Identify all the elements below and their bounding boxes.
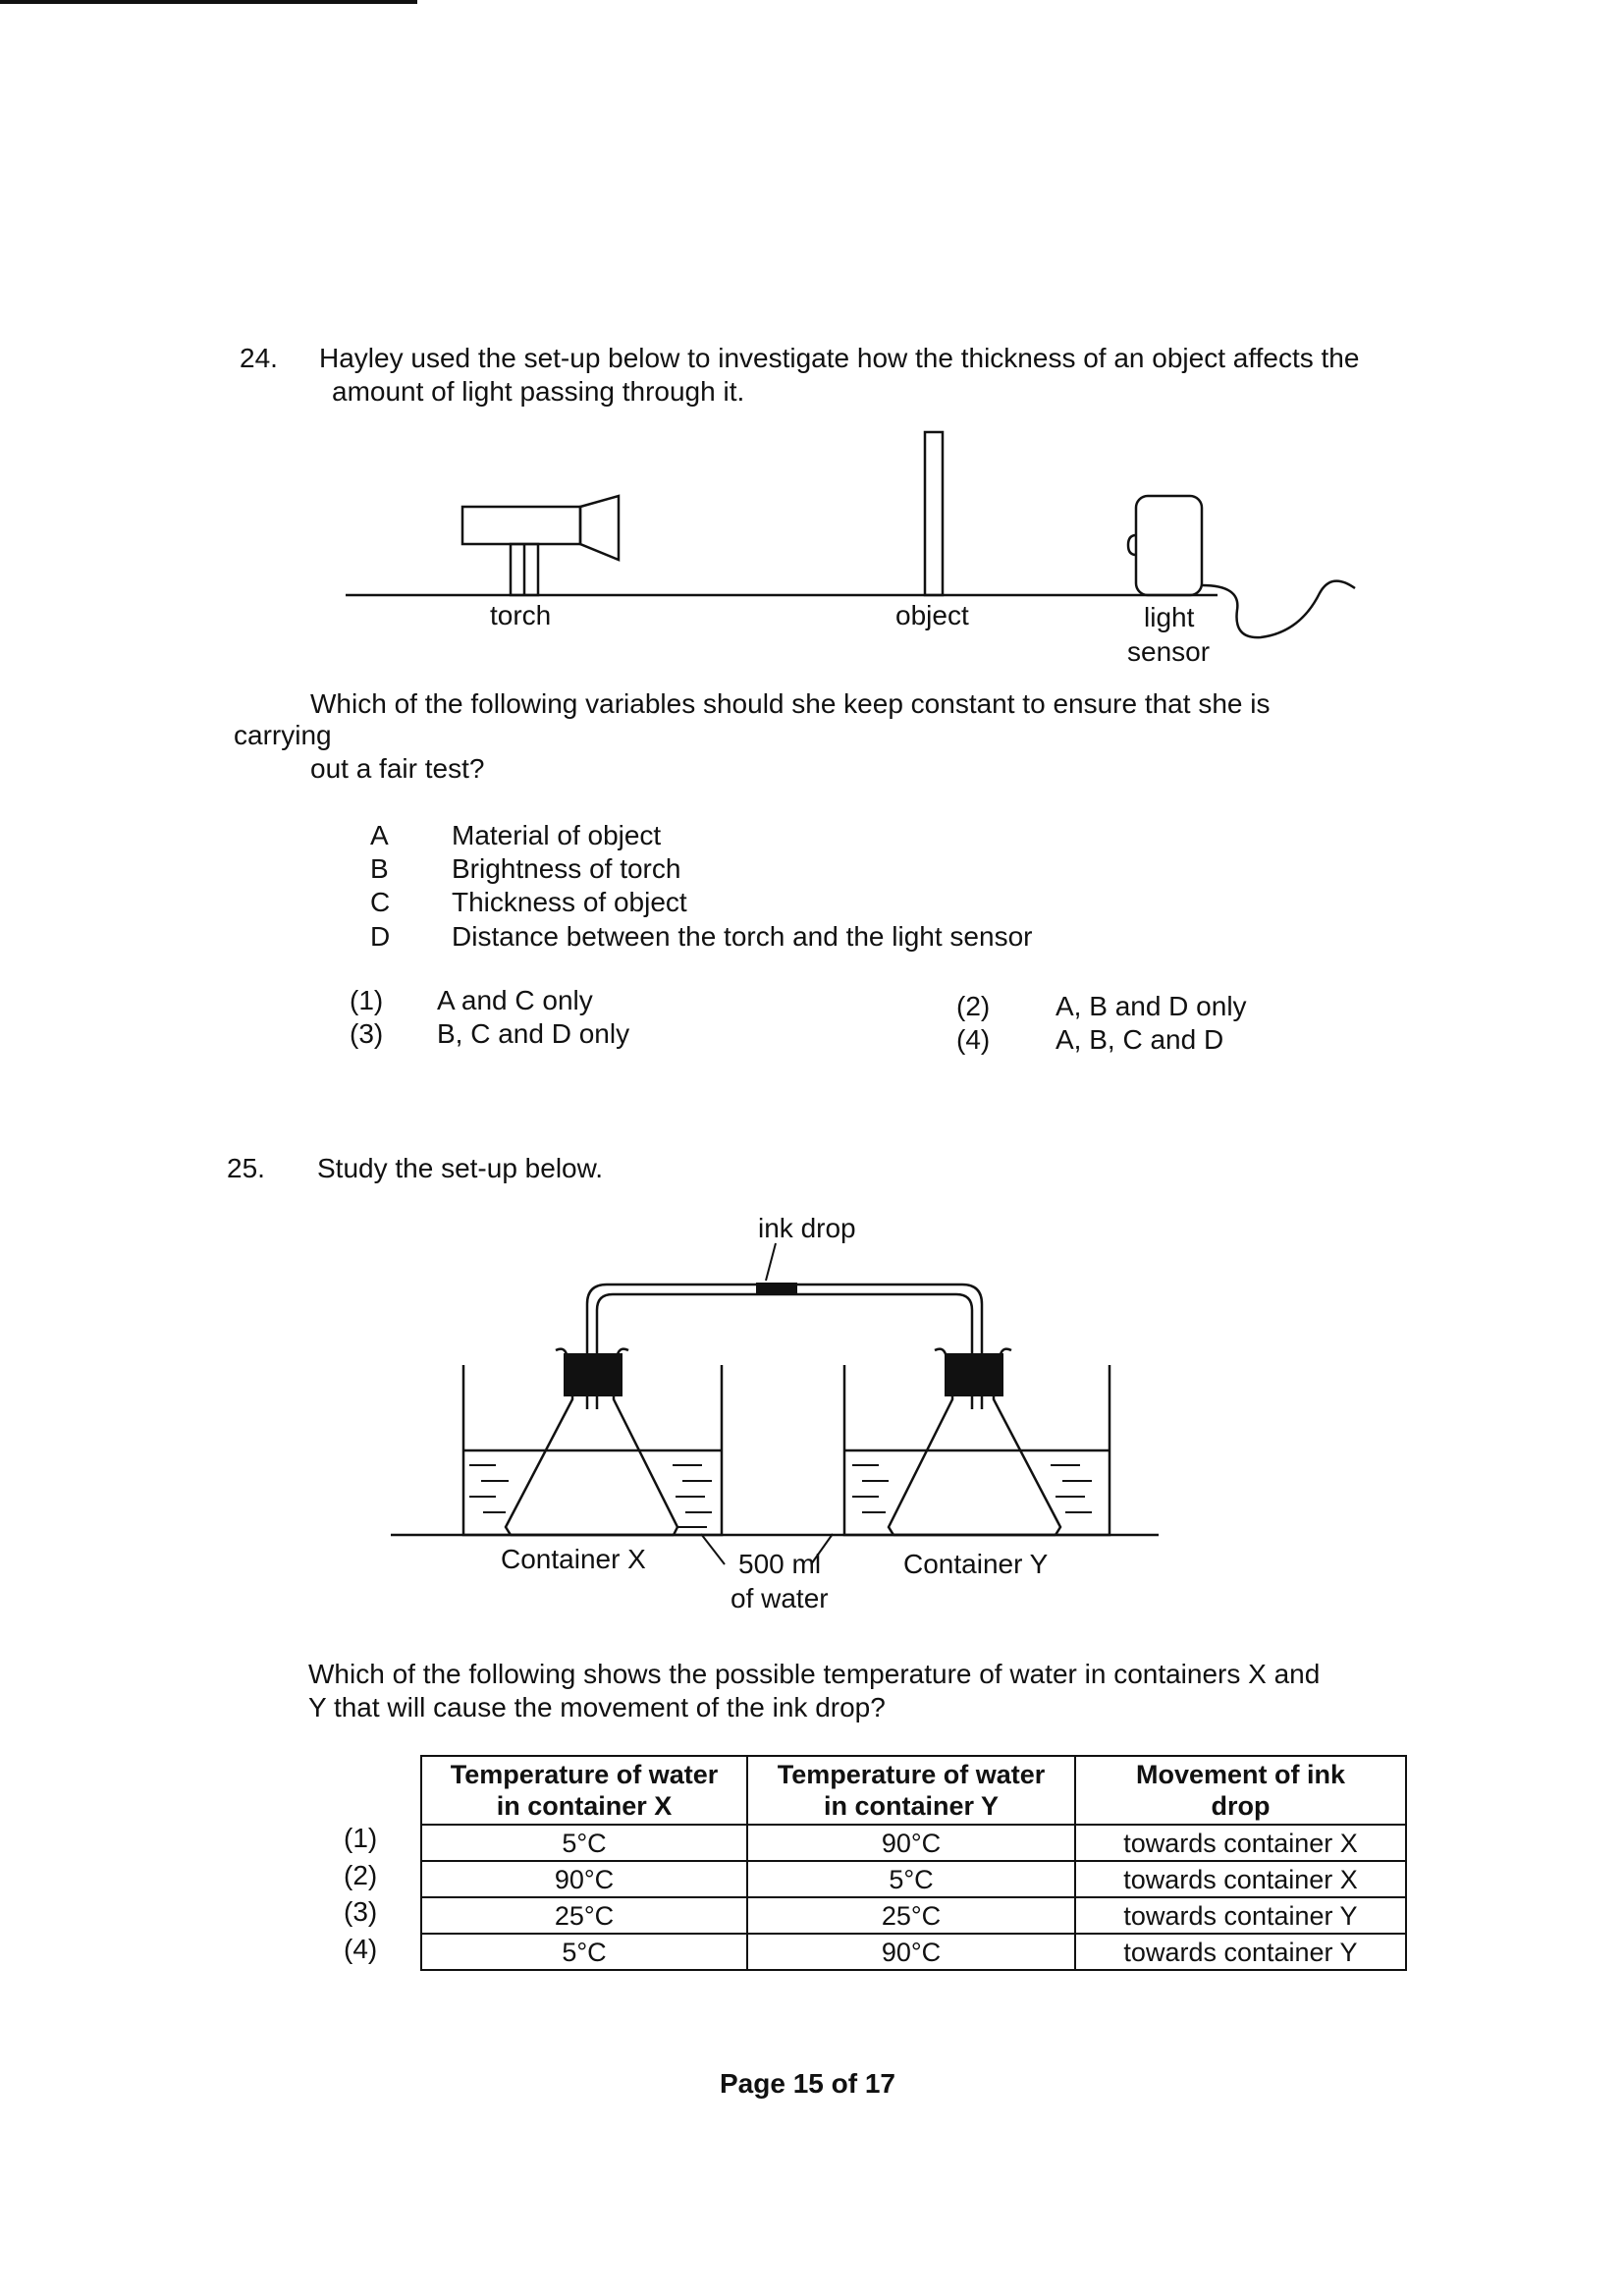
q25-option-3-num[interactable]: (3) — [344, 1896, 378, 1927]
header-temp-x: Temperature of water in container X — [421, 1756, 747, 1825]
water-label-line2: of water — [731, 1583, 829, 1613]
container-x-water-dashes — [469, 1465, 712, 1527]
q24-option-3-text[interactable]: B, C and D only — [437, 1018, 630, 1049]
q24-question-line3: out a fair test? — [310, 753, 485, 784]
q25-question-line1: Which of the following shows the possible temperature of water in containers X and — [308, 1659, 1321, 1689]
object-slab-icon — [925, 432, 943, 595]
flask-y-stopper-icon — [945, 1353, 1003, 1396]
statement-a-text: Material of object — [452, 820, 662, 850]
q25-option-4-num[interactable]: (4) — [344, 1934, 378, 1964]
q24-option-2-num[interactable]: (2) — [956, 991, 991, 1021]
q24-option-4-num[interactable]: (4) — [956, 1024, 991, 1055]
torch-label: torch — [490, 600, 552, 630]
q24-option-3-num[interactable]: (3) — [350, 1018, 384, 1049]
torch-icon — [462, 496, 619, 595]
q24-option-4-text[interactable]: A, B, C and D — [1056, 1024, 1224, 1055]
q25-number: 25. — [227, 1153, 265, 1183]
statement-b-text: Brightness of torch — [452, 853, 681, 884]
table-row[interactable] — [421, 1825, 1406, 1861]
cell-temp-x: 25°C — [421, 1897, 747, 1934]
cell-movement: towards container Y — [1075, 1897, 1406, 1934]
water-x-pointer — [701, 1534, 725, 1564]
water-label-line1: 500 ml — [738, 1549, 822, 1579]
ink-drop-label: ink drop — [758, 1213, 856, 1243]
ink-drop-icon — [756, 1283, 797, 1293]
header-movement: Movement of ink drop — [1075, 1756, 1406, 1825]
statement-c-text: Thickness of object — [452, 887, 687, 917]
sensor-label-line1: light — [1144, 602, 1195, 632]
q24-stem-line2: amount of light passing through it. — [332, 376, 745, 407]
cell-movement: towards container X — [1075, 1825, 1406, 1861]
q25-stem: Study the set-up below. — [317, 1153, 604, 1183]
statement-d-text: Distance between the torch and the light sensor — [452, 921, 1033, 952]
container-y-label: Container Y — [903, 1549, 1049, 1579]
statement-b-letter: B — [370, 853, 389, 884]
container-x-label: Container X — [501, 1544, 646, 1574]
cell-temp-y: 25°C — [747, 1897, 1075, 1934]
q25-ink-drop-setup-diagram — [0, 1178, 1624, 1630]
header-temp-y: Temperature of water in container Y — [747, 1756, 1075, 1825]
q24-light-setup-diagram — [0, 0, 1624, 687]
cell-temp-y: 90°C — [747, 1825, 1075, 1861]
statement-c-letter: C — [370, 887, 391, 917]
q24-option-2-text[interactable]: A, B and D only — [1056, 991, 1247, 1021]
container-y-water-dashes — [852, 1465, 1092, 1512]
q24-question-line2: carrying — [234, 720, 332, 750]
q24-question-line1: Which of the following variables should she keep constant to ensure that she is — [310, 688, 1271, 719]
table-row[interactable] — [421, 1934, 1406, 1970]
statement-a-letter: A — [370, 820, 389, 850]
sensor-label-line2: sensor — [1127, 636, 1211, 667]
cell-temp-x: 90°C — [421, 1861, 747, 1897]
table-row[interactable] — [421, 1897, 1406, 1934]
cell-temp-x: 5°C — [421, 1934, 747, 1970]
flask-x-stopper-icon — [564, 1353, 623, 1396]
page-number: Page 15 of 17 — [720, 2068, 895, 2099]
glass-tube-icon — [587, 1285, 982, 1409]
cell-movement: towards container Y — [1075, 1934, 1406, 1970]
q25-option-1-num[interactable]: (1) — [344, 1823, 378, 1853]
cell-temp-y: 90°C — [747, 1934, 1075, 1970]
cell-temp-x: 5°C — [421, 1825, 747, 1861]
q24-stem-line1: Hayley used the set-up below to investigate how the thickness of an object affects the — [319, 343, 1360, 373]
cell-temp-y: 5°C — [747, 1861, 1075, 1897]
q25-option-2-num[interactable]: (2) — [344, 1860, 378, 1890]
q24-option-1-text[interactable]: A and C only — [437, 985, 593, 1015]
q24-number: 24. — [240, 343, 278, 373]
ink-drop-pointer — [766, 1243, 776, 1281]
table-row[interactable] — [421, 1861, 1406, 1897]
object-label: object — [895, 600, 969, 630]
q24-option-1-num[interactable]: (1) — [350, 985, 384, 1015]
q25-answer-table — [420, 1755, 1407, 1971]
statement-d-letter: D — [370, 921, 391, 952]
q25-question-line2: Y that will cause the movement of the ink drop? — [308, 1692, 886, 1722]
cell-movement: towards container X — [1075, 1861, 1406, 1897]
table-header-row — [421, 1756, 1406, 1825]
